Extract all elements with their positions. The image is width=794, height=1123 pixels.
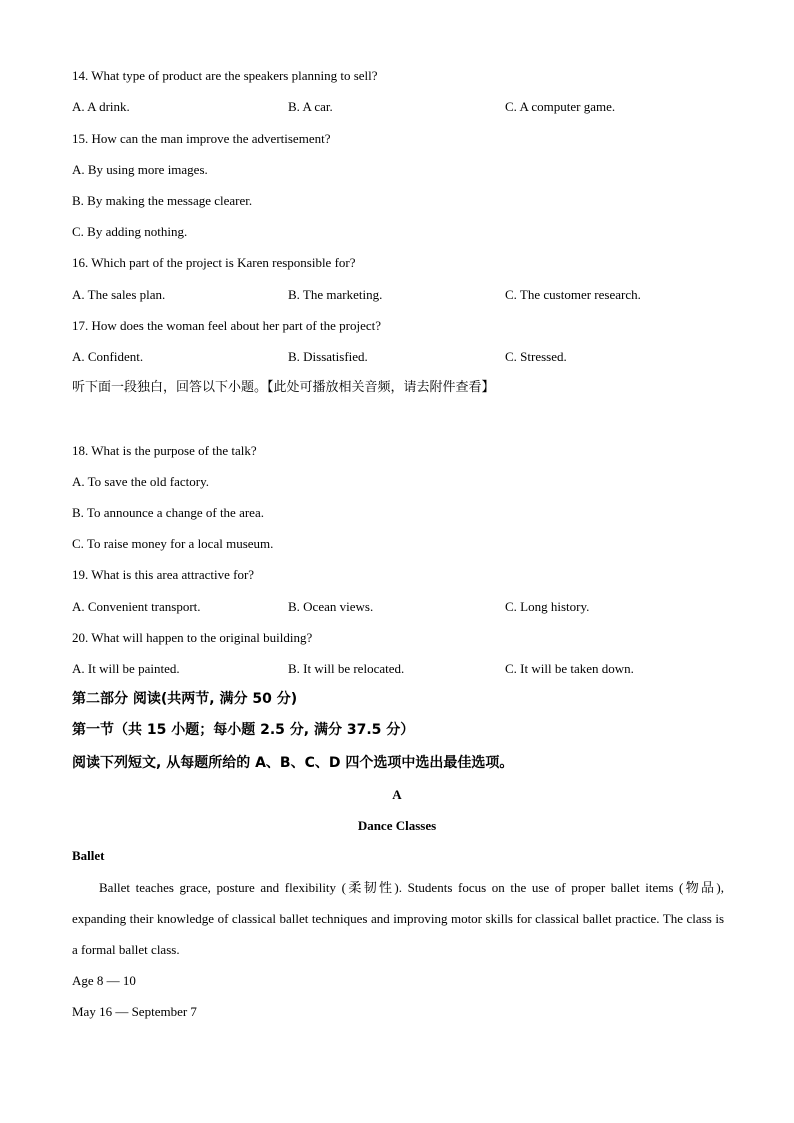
q16-option-c: C. The customer research. [505,287,641,302]
q15-option-b: B. By making the message clearer. [72,193,253,208]
q20-option-a: A. It will be painted. [72,661,180,676]
ballet-age: Age 8 — 10 [72,973,136,988]
passage-title: Dance Classes [357,818,437,833]
passage-letter: A [392,787,402,802]
q14-option-c: C. A computer game. [505,99,616,114]
q14-option-b: B. A car. [288,99,333,114]
question-20: 20. What will happen to the original building? [72,630,313,645]
q17-option-b: B. Dissatisfied. [288,349,368,364]
monologue-instruction: 听下面一段独白，回答以下小题。【此处可播放相关音频，请去附件查看】 [72,380,495,395]
question-17: 17. How does the woman feel about her part of the project? [72,318,382,333]
q18-option-b: B. To announce a change of the area. [72,505,264,520]
q18-option-a: A. To save the old factory. [72,474,209,489]
q19-option-a: A. Convenient transport. [72,599,201,614]
q20-option-b: B. It will be relocated. [288,661,405,676]
q17-option-c: C. Stressed. [505,349,567,364]
q16-option-b: B. The marketing. [288,287,383,302]
section2-title: 第二部分 阅读(共两节, 满分 50 分) [72,691,298,707]
q15-option-a: A. By using more images. [72,162,208,177]
question-18: 18. What is the purpose of the talk? [72,443,257,458]
q18-option-c: C. To raise money for a local museum. [72,536,274,551]
question-15: 15. How can the man improve the advertisement? [72,131,331,146]
q14-option-a: A. A drink. [72,99,130,114]
question-14: 14. What type of product are the speakers planning to sell? [72,68,378,83]
question-16: 16. Which part of the project is Karen responsible for? [72,255,356,270]
ballet-dates: May 16 — September 7 [72,1004,197,1019]
q20-option-c: C. It will be taken down. [505,661,634,676]
section2-part1: 第一节（共 15 小题；每小题 2.5 分, 满分 37.5 分） [72,722,415,738]
question-19: 19. What is this area attractive for? [72,567,255,582]
section2-instruction: 阅读下列短文, 从每题所给的 A、B、C、D 四个选项中选出最佳选项。 [72,755,514,771]
q15-option-c: C. By adding nothing. [72,224,188,239]
q19-option-c: C. Long history. [505,599,590,614]
ballet-paragraph: Ballet teaches grace, posture and flexibility (柔韧性). Students focus on the use of proper ballet items (物品), expanding their knowledge of classical ballet techniques and improving motor skills for classical ballet practice. The class is a formal ballet class. [72,880,724,957]
q19-option-b: B. Ocean views. [288,599,374,614]
q17-option-a: A. Confident. [72,349,144,364]
ballet-subheading: Ballet [72,848,105,863]
q16-option-a: A. The sales plan. [72,287,166,302]
